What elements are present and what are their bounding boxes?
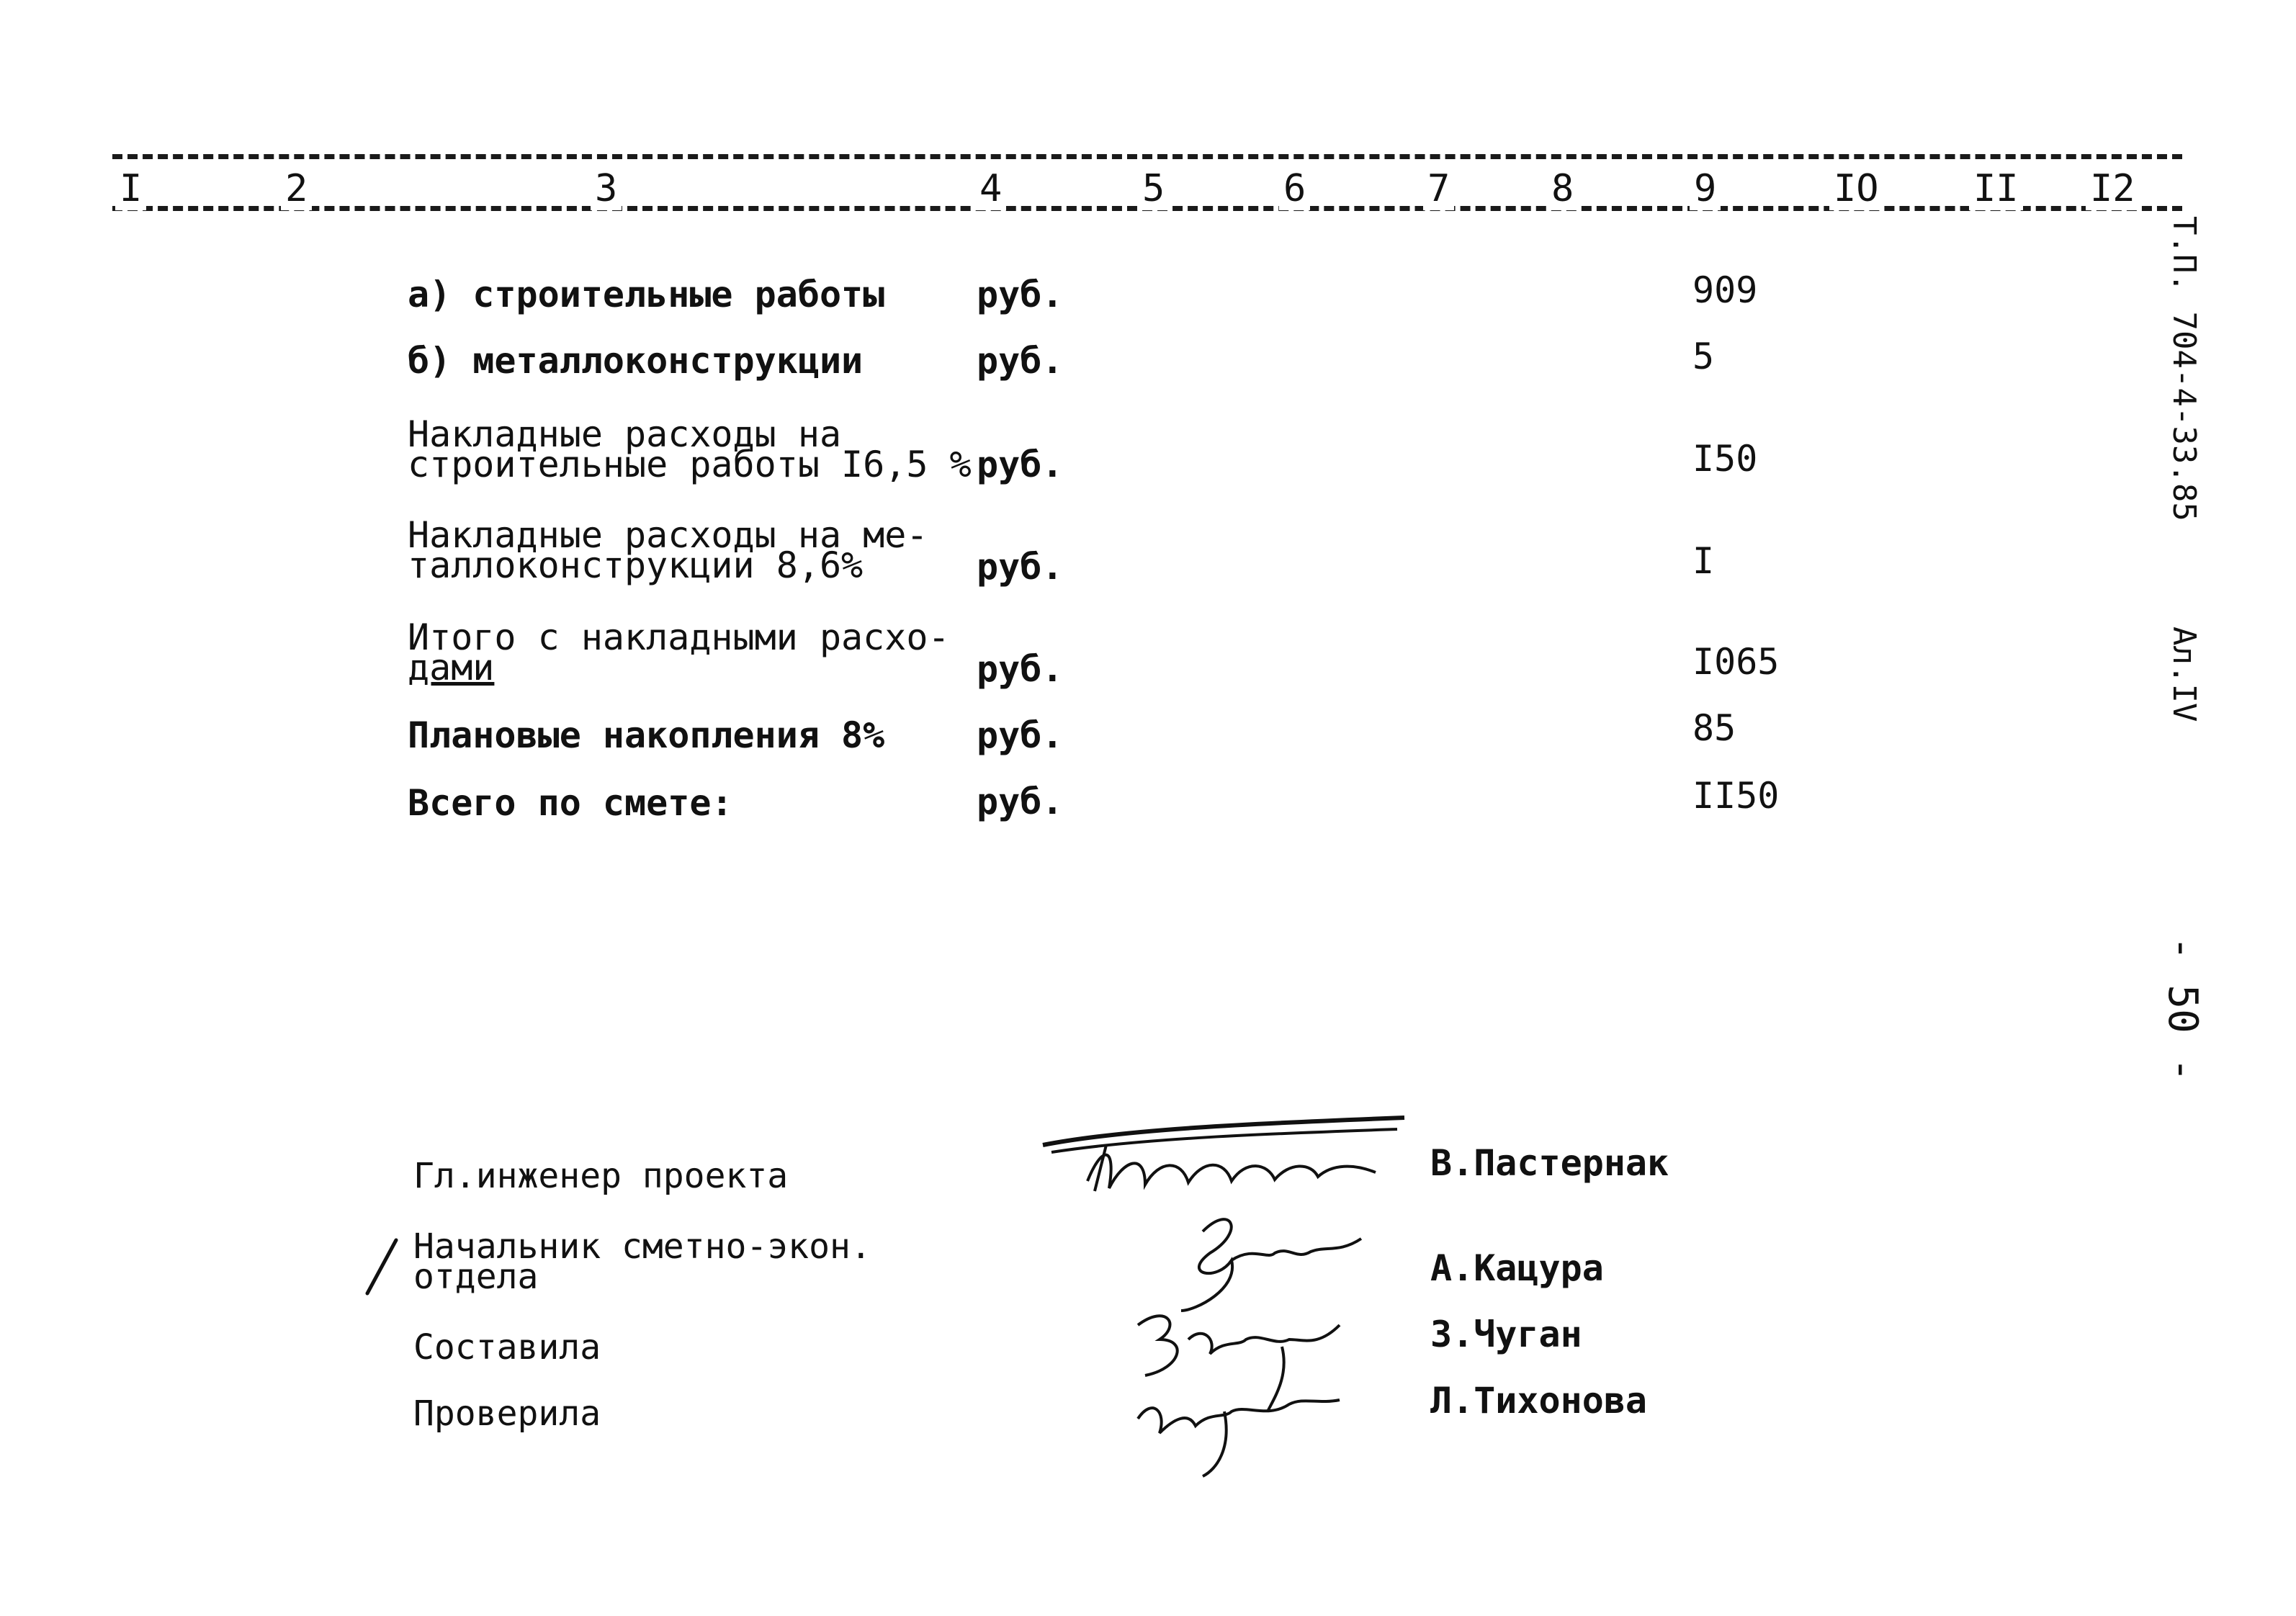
row-label-line2: строительные работы I6,5 % — [408, 444, 972, 485]
column-number: I2 — [2086, 167, 2140, 210]
row-label-line2: таллоконструкции 8,6% — [408, 544, 864, 586]
row-label-line1: Накладные расходы на ме- — [408, 514, 928, 556]
signature-tikhonova-icon — [1124, 1368, 1354, 1491]
signer-name: А.Кацура — [1430, 1247, 1604, 1289]
column-number: 4 — [975, 167, 1006, 210]
signer-role: Составила — [413, 1327, 601, 1368]
check-mark-icon — [360, 1234, 403, 1299]
row-value: 909 — [1692, 269, 1758, 311]
signer-role: Гл.инженер проекта — [413, 1156, 789, 1196]
row-unit: руб. — [977, 648, 1064, 690]
signer-name: З.Чуган — [1430, 1314, 1582, 1355]
header-top-rule — [112, 154, 2182, 159]
signer-role-line2: отдела — [413, 1257, 539, 1297]
project-number: Т.П. 704-4-33.85 — [2166, 216, 2202, 521]
row-label-line1: Итого с накладными расхо- — [408, 616, 950, 658]
row-value: 85 — [1692, 707, 1736, 749]
signer-name: Л.Тихонова — [1430, 1380, 1648, 1422]
row-value: I065 — [1692, 641, 1780, 683]
row-label: Всего по смете: — [408, 782, 733, 824]
row-label-line1: Накладные расходы на — [408, 413, 842, 455]
column-number: 8 — [1547, 167, 1578, 210]
project-code — [2166, 216, 2202, 722]
row-label: Плановые накопления 8% — [408, 714, 885, 756]
row-unit: руб. — [977, 714, 1064, 756]
page-number: - 50 - — [2159, 936, 2206, 1082]
row-unit: руб. — [977, 444, 1064, 485]
row-label: а) строительные работы — [408, 274, 885, 315]
column-number: II — [1969, 167, 2023, 210]
column-number: IO — [1829, 167, 1883, 210]
row-value: I — [1692, 540, 1715, 582]
row-unit: руб. — [977, 781, 1064, 822]
signer-role-line1: Начальник сметно-экон. — [413, 1226, 871, 1267]
column-number: 5 — [1138, 167, 1169, 210]
column-number: 2 — [281, 167, 312, 210]
column-number: 3 — [591, 167, 622, 210]
column-number: 7 — [1423, 167, 1454, 210]
column-number: 9 — [1690, 167, 1721, 210]
row-value: 5 — [1692, 336, 1715, 377]
signer-role: Проверила — [413, 1393, 601, 1434]
column-number: I — [115, 167, 146, 210]
row-unit: руб. — [977, 546, 1064, 588]
album-number: Ал.IV — [2166, 627, 2202, 722]
signer-name: В.Пастернак — [1430, 1142, 1669, 1184]
signature-pasternak-icon — [1037, 1102, 1426, 1217]
column-number: 6 — [1279, 167, 1310, 210]
row-value: I50 — [1692, 438, 1758, 480]
row-value: II50 — [1692, 775, 1780, 817]
row-label-line2: дами — [408, 647, 495, 688]
row-unit: руб. — [977, 340, 1064, 382]
row-label: б) металлоконструкции — [408, 340, 864, 382]
row-unit: руб. — [977, 274, 1064, 315]
